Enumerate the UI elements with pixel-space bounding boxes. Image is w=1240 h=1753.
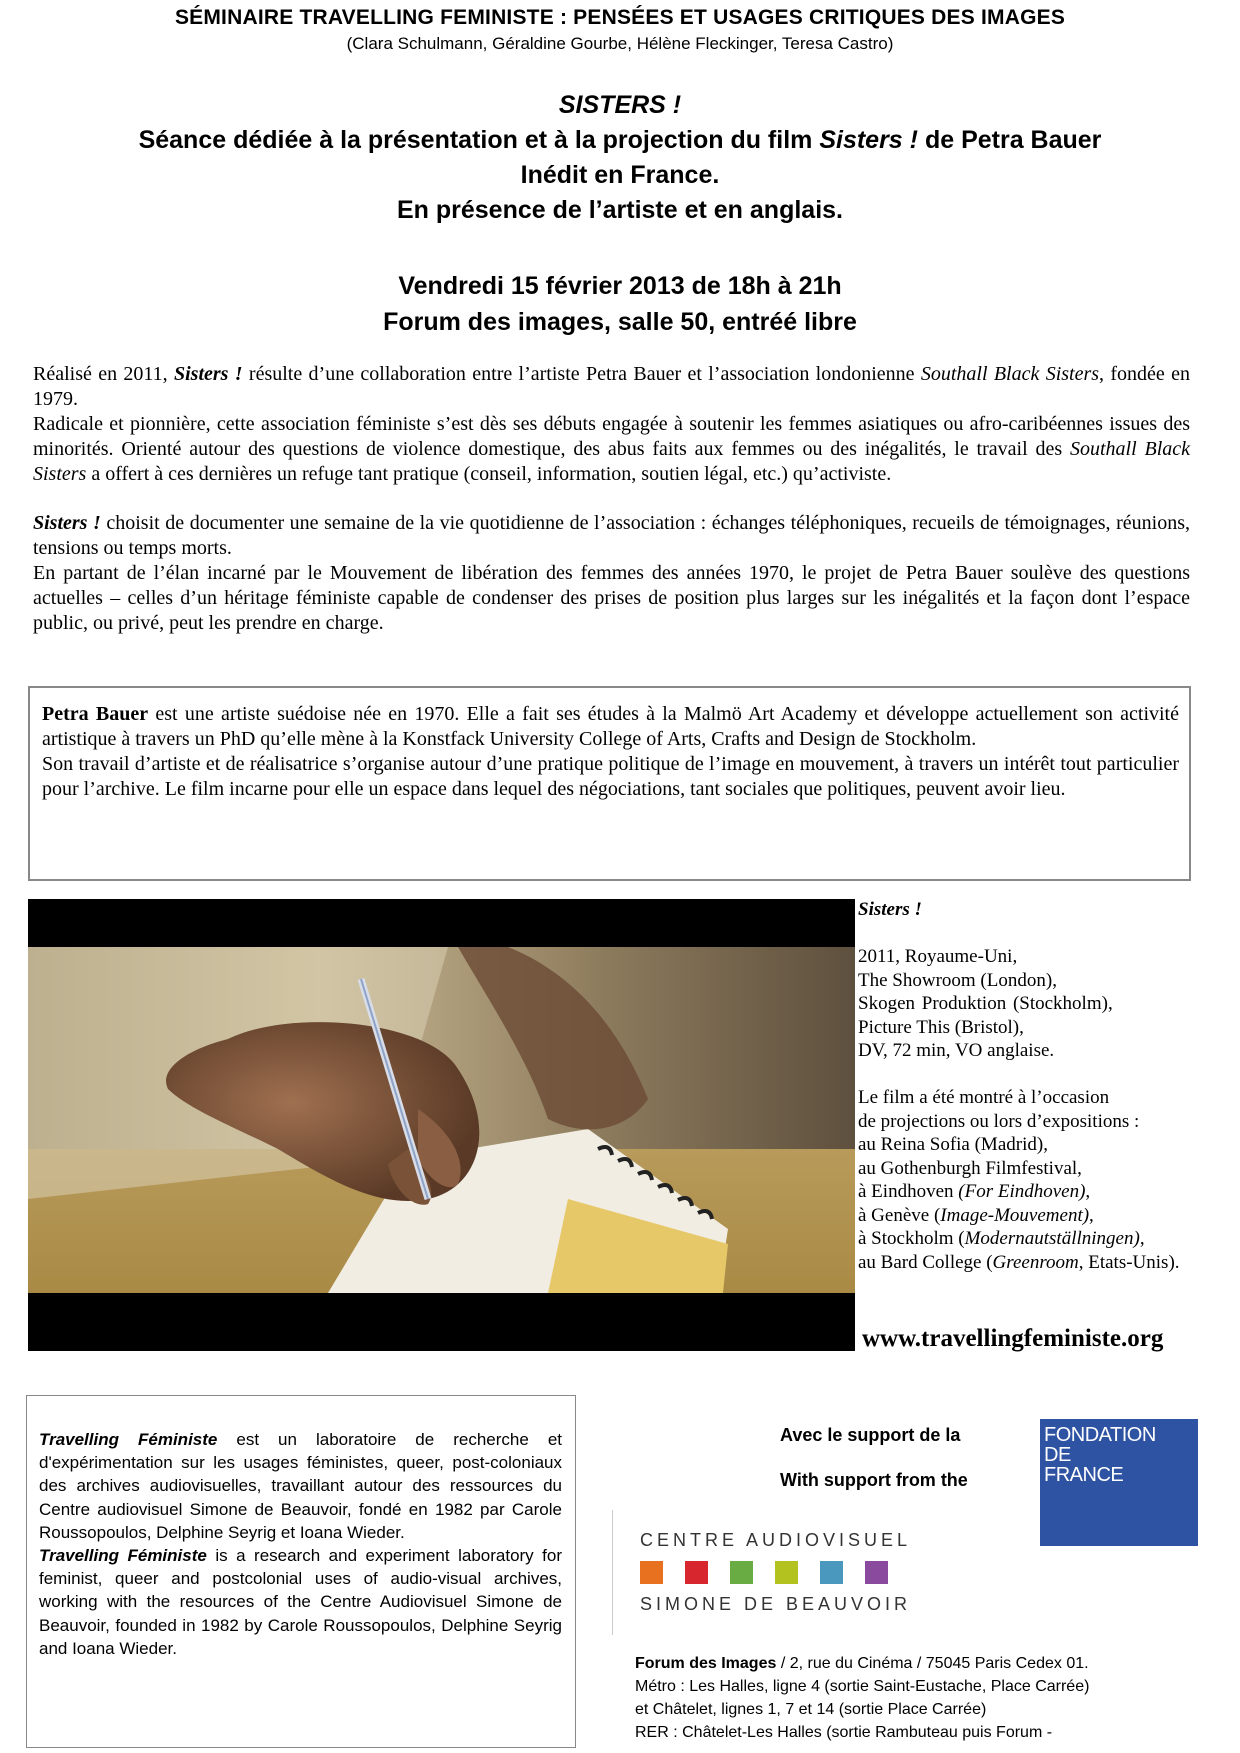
film-details [858, 898, 1190, 1274]
cav-logo-line2: SIMONE DE BEAUVOIR [640, 1594, 912, 1614]
cav-square [640, 1561, 663, 1584]
screenings-intro: de projections ou lors d’expositions : [858, 1110, 1140, 1132]
screening-venue: au Gothenburgh Filmfestival, [858, 1157, 1082, 1179]
cav-square [865, 1561, 888, 1584]
screenings-intro: Le film a été montré à l’occasion [858, 1087, 1110, 1108]
divider [612, 1510, 613, 1635]
venue-metro: Métro : Les Halles, ligne 4 (sortie Saint-Eustache, Place Carrée) [635, 1678, 1090, 1695]
cav-logo-line1: CENTRE AUDIOVISUEL [640, 1530, 912, 1550]
bio-paragraph: Son travail d’artiste et de réalisatrice s’organise autour d’une pratique politique de l’image en mouvement, à travers un intérêt tout particulier pour l’archive. Le film incarne pour elle un espace dans lequel des négociations, tant sociales que politiques, peuvent avoir lieu. [42, 753, 1179, 800]
event-location: Forum des images, salle 50, entréé libre [383, 308, 857, 336]
intro-paragraph: En partant de l’élan incarné par le Mouvement de libération des femmes des années 1970, le projet de Petra Bauer soulève des questions actuelles – celles d’un héritage féministe capable de condenser des prises de position plus larges sur les inégalités et la façon dont l’espace public, ou privé, peut les prendre en charge. [33, 562, 1190, 634]
film-still-image [28, 899, 855, 1351]
cav-square [685, 1561, 708, 1584]
screening-venue: à Stockholm (Modernautställningen), [858, 1228, 1145, 1249]
film-credit: DV, 72 min, VO anglaise. [858, 1040, 1055, 1061]
artist-bio-box [28, 686, 1191, 881]
header [0, 6, 1240, 54]
film-credit: Picture This (Bristol), [858, 1016, 1024, 1038]
presence-note: En présence de l’artiste et en anglais. [396, 196, 843, 224]
support-label-en: With support from the [780, 1470, 968, 1490]
session-heading [0, 88, 1240, 228]
film-credit: Skogen Produktion (Stockholm), [858, 993, 1113, 1014]
film-credit: 2011, Royaume-Uni, [858, 946, 1018, 967]
venue-address: Forum des Images / 2, rue du Cinéma / 75045 Paris Cedex 01. [635, 1655, 1089, 1672]
intro-text [33, 362, 1190, 636]
unpublished-note: Inédit en France. [520, 161, 720, 189]
organizers: (Clara Schulmann, Géraldine Gourbe, Hélène Fleckinger, Teresa Castro) [346, 34, 894, 53]
film-credit: The Showroom (London), [858, 969, 1057, 991]
fondation-de-france-logo: FONDATION DE FRANCE [1040, 1419, 1198, 1546]
cav-square [820, 1561, 843, 1584]
session-description: Séance dédiée à la présentation et à la projection du film Sisters ! de Petra Bauer [138, 126, 1102, 154]
intro-paragraph: Sisters ! choisit de documenter une semaine de la vie quotidienne de l’association : échanges téléphoniques, recueils de témoignages, réunions, tensions ou temps morts. [33, 512, 1190, 559]
cav-square [775, 1561, 798, 1584]
artist-name: Petra Bauer [42, 703, 149, 725]
bio-paragraph: Petra Bauer est une artiste suédoise née en 1970. Elle a fait ses études à la Malmö Art Academy et développe actuellement son activité artistique à travers un PhD qu’elle mène à la Konstfack University College of Arts, Crafts and Design de Stockholm. [42, 703, 1179, 750]
event-date: Vendredi 15 février 2013 de 18h à 21h [398, 272, 842, 300]
screening-venue: au Reina Sofia (Madrid), [858, 1134, 1048, 1155]
website-link[interactable]: www.travellingfeministe.org [862, 1325, 1164, 1352]
about-box [26, 1395, 576, 1748]
cav-logo-squares [640, 1561, 910, 1589]
venue-info [635, 1652, 1225, 1744]
film-title: Sisters ! [858, 899, 922, 920]
seminar-title: SÉMINAIRE TRAVELLING FEMINISTE : PENSÉES ET USAGES CRITIQUES DES IMAGES [174, 6, 1066, 29]
support-label-fr: Avec le support de la [780, 1425, 961, 1445]
screening-venue: au Bard College (Greenroom, Etats-Unis). [858, 1251, 1180, 1273]
about-fr: Travelling Féministe est un laboratoire de recherche et d'expérimentation sur les usages féministes, queer, post-coloniaux des archives audiovisuelles, travaillant autour des ressources du Centre audiovisuel Simone de Beauvoir, fondé en 1982 par Carole Roussopoulos, Delphine Seyrig et Ioana Wieder. [39, 1430, 562, 1542]
intro-paragraph: Radicale et pionnière, cette association féministe s’est dès ses débuts engagée à soutenir les femmes asiatiques ou afro-caribéennes issues des minorités. Orienté autour des questions de violence domestique, des abus faits aux femmes ou des inégalités, le travail des Southall Black Sisters a offert à ces dernières un refuge tant pratique (conseil, information, soutien légal, etc.) qu’activiste. [33, 413, 1191, 485]
venue-metro: et Châtelet, lignes 1, 7 et 14 (sortie Place Carrée) [635, 1701, 987, 1718]
about-en: Travelling Féministe is a research and experiment laboratory for feminist, queer and postcolonial uses of audio-visual archives, working with the resources of the Centre Audiovisuel Simone de Beauvoir, founded in 1982 by Carole Roussopoulos, Delphine Seyrig and Ioana Wieder. [39, 1546, 563, 1658]
screening-venue: à Genève (Image-Mouvement), [858, 1204, 1094, 1226]
event-info [0, 268, 1240, 340]
intro-paragraph: Réalisé en 2011, Sisters ! résulte d’une collaboration entre l’artiste Petra Bauer et l’association londonienne Southall Black Sisters, fondée en 1979. [33, 363, 1190, 410]
cav-square [730, 1561, 753, 1584]
screening-venue: à Eindhoven (For Eindhoven), [858, 1181, 1091, 1202]
venue-rer: RER : Châtelet-Les Halles (sortie Rambuteau puis Forum - [635, 1724, 1053, 1741]
session-title: SISTERS ! [558, 91, 682, 119]
